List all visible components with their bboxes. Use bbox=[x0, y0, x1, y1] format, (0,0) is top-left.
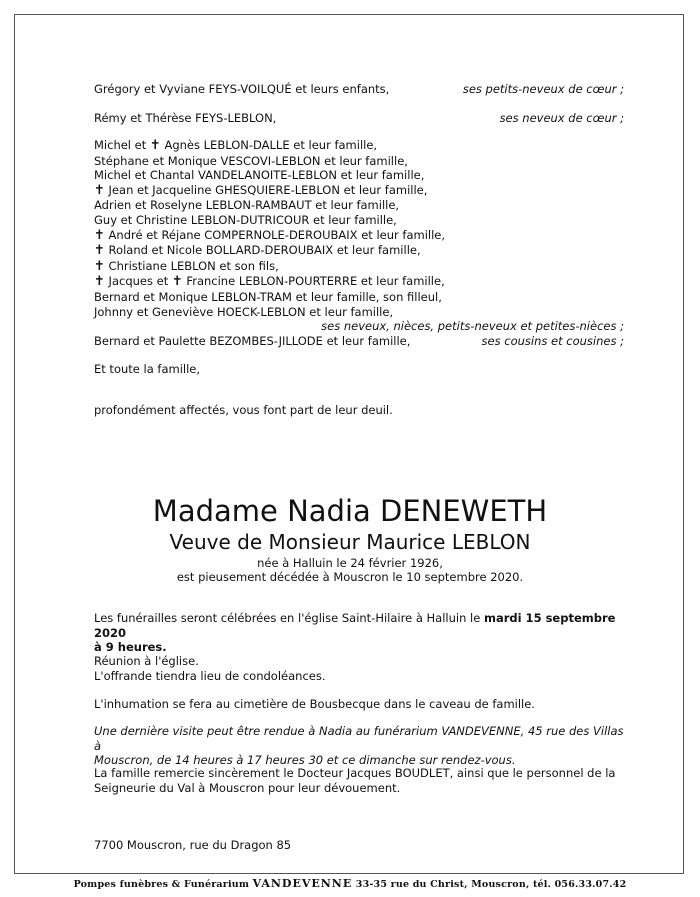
visit-info: Une dernière visite peut être rendue à Nadia au funérarium VANDEVENNE, 45 rue des Villas à Mouscron, de 14 heures à 17 heures 30 et ce dimanche sur rendez-vous. bbox=[94, 724, 624, 768]
death-notice: Grégory et Vyviane FEYS-VOILQUÉ et leurs enfants, ses petits-neveux de cœur ; Rémy et Thérèse FEYS-LEBLON, ses neveux de cœur ; Michel et ✝ Agnès LEBLON-DALLE et leur famille, Stéphane et Monique VESCOVI-LEBLON et leur famille, Michel et Chantal VANDELANOITE-LEBLON et leur famille, ✝ Jean et Jacqueline GHESQUIERE-LEBLON et leur famille, Adrien et Roselyne LEBLON-RAMBAUT et leur famille, Guy et Christine LEBLON-DUTRICOUR et leur famille, ✝ André et Réjane COMPERNOLE-DEROUBAIX et leur famille, ✝ Roland et Nicole BOLLARD-DEROUBAIX et leur famille, ✝ Christiane LEBLON et son fils, ✝ Jacques et ✝ Francine LEBLON-POURTERRE et leur famille, Bernard et Monique LEBLON-TRAM et leur famille, son filleul, Johnny et Geneviève HOECK-LEBLON et leur famille, ses neveux, nièces, petits-neveux et petites-nièces ; Bernard et Paulette BEZOMBES-JILLODE et leur famille, ses cousins et cousines ; Et toute la famille, profondément affectés, vous font part de leur deuil. Madame Nadia DENEWETH Veuve de Monsieur Maurice LEBLON née à Halluin le 24 février 1926, est pieusement décédée à Mouscron le 10 septembre 2020. Les funérailles seront célébrées en l'église Saint-Hilaire à Halluin le mardi 15 septembre 2020 à 9 heures. Réunion à l'église. L'offrande tiendra lieu de condoléances. L'inhumation se fera au cimetière de Bousbecque dans le caveau de famille. Une dernière visite peut être rendue à Nadia au funérarium VANDEVENNE, 45 rue des Villas à Mouscron, de 14 heures à 17 heures 30 et ce dimanche sur rendez-vous. La famille remercie sincèrement le Docteur Jacques BOUDLET, ainsi que le personnel de la Seigneurie du Val à Mouscron pour leur dévouement. 7700 Mouscron, rue du Dragon 85 Pompes funèbres & Funérarium VANDEVENNE 33-35 rue du Christ, Mouscron, tél. 056.33.07.42 bbox=[0, 0, 700, 897]
funeral-info: Les funérailles seront célébrées en l'église Saint-Hilaire à Halluin le mardi 15 septembre 2020 à 9 heures. bbox=[94, 611, 616, 655]
birth-info: née à Halluin le 24 février 1926, bbox=[257, 556, 443, 570]
relative-line: Bernard et Monique LEBLON-TRAM et leur famille, son filleul, bbox=[94, 289, 442, 304]
relative-line: ✝ Jacques et ✝ Francine LEBLON-POURTERRE et leur famille, bbox=[94, 274, 445, 290]
cross-icon: ✝ bbox=[171, 274, 183, 290]
relative-line: Johnny et Geneviève HOECK-LEBLON et leur famille, bbox=[94, 304, 394, 319]
deceased-name: Madame Nadia DENEWETH bbox=[152, 494, 548, 528]
relation-label: ses neveux, nièces, petits-neveux et petites-nièces ; bbox=[321, 319, 624, 334]
funeral-home-footer: Pompes funèbres & Funérarium VANDEVENNE 33-35 rue du Christ, Mouscron, tél. 056.33.07.42 bbox=[73, 877, 627, 890]
relative-line: Adrien et Roselyne LEBLON-RAMBAUT et leur famille, bbox=[94, 198, 400, 213]
cross-icon: ✝ bbox=[94, 243, 105, 259]
death-info: est pieusement décédée à Mouscron le 10 septembre 2020. bbox=[176, 570, 524, 584]
cross-icon: ✝ bbox=[94, 182, 105, 198]
whole-family: Et toute la famille, bbox=[94, 362, 201, 376]
relative-line: ✝ Christiane LEBLON et son fils, bbox=[94, 258, 279, 274]
widow-of: Veuve de Monsieur Maurice LEBLON bbox=[169, 530, 531, 554]
funeral-home-brand: VANDEVENNE bbox=[252, 877, 353, 890]
cross-icon: ✝ bbox=[149, 138, 161, 153]
relative-line: ✝ Jean et Jacqueline GHESQUIERE-LEBLON et leur famille, bbox=[94, 182, 428, 198]
cross-icon: ✝ bbox=[94, 258, 105, 274]
cross-icon: ✝ bbox=[94, 227, 105, 243]
relative-line: ✝ Roland et Nicole BOLLARD-DEROUBAIX et leur famille, bbox=[94, 243, 421, 259]
reunion-info: Réunion à l'église. L'offrande tiendra lieu de condoléances. bbox=[94, 654, 326, 683]
relative-line: Michel et Chantal VANDELANOITE-LEBLON et leur famille, bbox=[94, 168, 425, 183]
burial-info: L'inhumation se fera au cimetière de Bousbecque dans le caveau de famille. bbox=[94, 697, 535, 711]
relative-line: Michel et ✝ Agnès LEBLON-DALLE et leur famille, bbox=[94, 138, 378, 153]
relative-line: ✝ André et Réjane COMPERNOLE-DEROUBAIX et leur famille, bbox=[94, 227, 446, 243]
cross-icon: ✝ bbox=[94, 274, 105, 290]
thanks-info: La famille remercie sincèrement le Docteur Jacques BOUDLET, ainsi que le personnel de la Seigneurie du Val à Mouscron pour leur dévouement. bbox=[94, 766, 616, 795]
relative-line: Stéphane et Monique VESCOVI-LEBLON et leur famille, bbox=[94, 153, 408, 168]
affected-text: profondément affectés, vous font part de leur deuil. bbox=[94, 403, 393, 417]
nephews-group bbox=[94, 138, 624, 334]
address: 7700 Mouscron, rue du Dragon 85 bbox=[94, 838, 292, 852]
relative-line: Guy et Christine LEBLON-DUTRICOUR et leur famille, bbox=[94, 212, 397, 227]
